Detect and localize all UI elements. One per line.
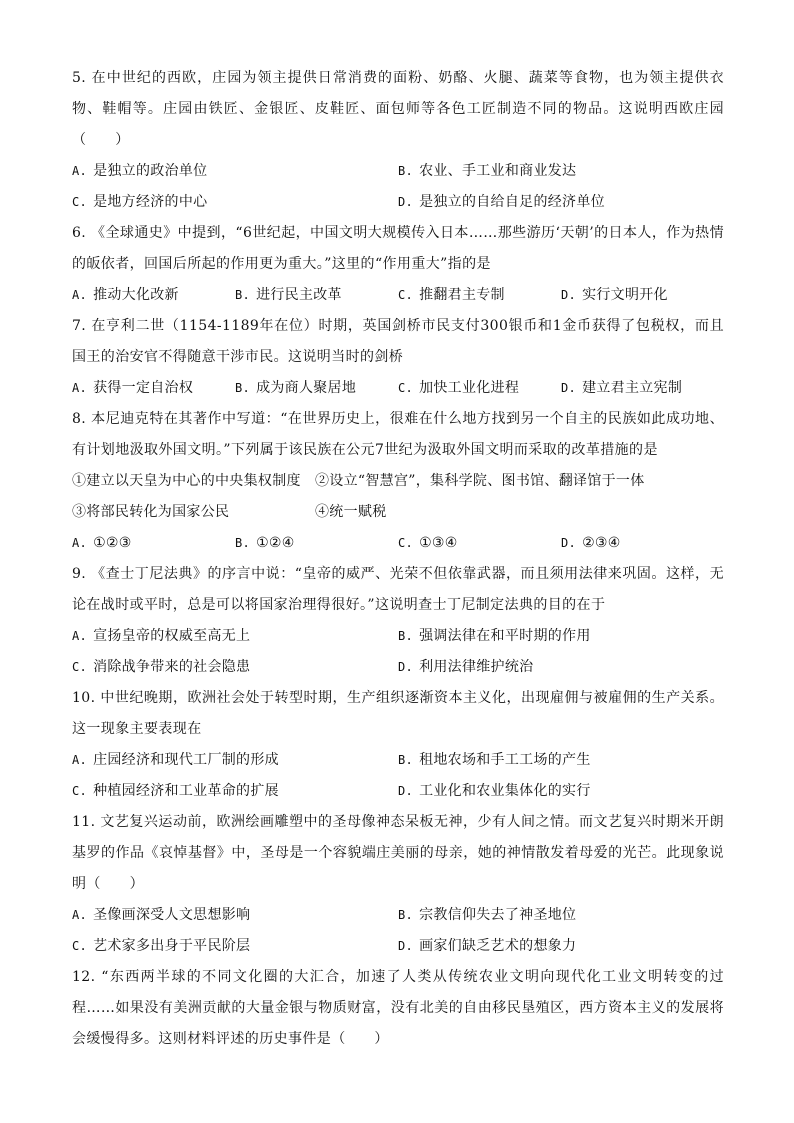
question-stem: 10. 中世纪晚期，欧洲社会处于转型时期，生产组织逐渐资本主义化，出现雇佣与被雇佣的生产关系。这一现象主要表现在 [72, 690, 724, 737]
option-b[interactable] [235, 528, 398, 559]
option-text: 圣像画深受人文思想影响 [93, 907, 251, 923]
option-a[interactable] [72, 528, 235, 559]
option-label: D. [561, 288, 577, 302]
option-label: D. [561, 536, 577, 550]
option-a[interactable] [72, 900, 398, 931]
option-text: 种植园经济和工业革命的扩展 [93, 783, 279, 799]
question-12 [72, 962, 724, 1055]
option-a[interactable] [72, 156, 398, 187]
option-text: 租地农场和手工工场的产生 [419, 752, 591, 768]
option-c[interactable] [398, 280, 561, 311]
option-text: 建立君主立宪制 [582, 380, 683, 396]
option-label: B. [235, 381, 251, 395]
option-label: B. [235, 536, 251, 550]
question-stem: 6. 《全球通史》中提到，“6世纪起，中国文明大规模传入日本……那些游历‘天朝’的日本人，作为热情的皈依者，回国后所起的作用更为重大。”这里的“作用重大”指的是 [72, 225, 724, 272]
option-text: 消除战争带来的社会隐患 [93, 659, 251, 675]
option-c[interactable] [398, 528, 561, 559]
option-label: B. [235, 288, 251, 302]
option-label: D. [398, 195, 414, 209]
option-c[interactable] [72, 776, 398, 807]
option-text: 成为商人聚居地 [256, 380, 357, 396]
option-text: 实行文明开化 [582, 287, 668, 303]
option-text: 获得一定自治权 [93, 380, 194, 396]
statement-3: ③将部民转化为国家公民 [72, 504, 230, 520]
option-list [72, 280, 724, 311]
statement-1: ①建立以天皇为中心的中央集权制度 [72, 473, 301, 489]
option-label: C. [72, 939, 88, 953]
option-d[interactable] [561, 528, 724, 559]
option-c[interactable] [72, 931, 398, 962]
option-text: 是独立的自给自足的经济单位 [419, 194, 605, 210]
option-list [72, 745, 724, 807]
option-label: A. [72, 288, 88, 302]
option-text: 加快工业化进程 [419, 380, 520, 396]
question-11 [72, 807, 724, 962]
question-9 [72, 559, 724, 683]
option-d[interactable] [398, 187, 724, 218]
question-8 [72, 404, 724, 559]
option-label: C. [72, 660, 88, 674]
option-label: A. [72, 164, 88, 178]
option-text: 是独立的政治单位 [93, 163, 208, 179]
statement-2: ②设立“智慧宫”，集科学院、图书馆、翻译馆于一体 [315, 473, 645, 489]
option-text: 艺术家多出身于平民阶层 [93, 938, 251, 954]
option-label: D. [561, 381, 577, 395]
option-label: C. [72, 195, 88, 209]
option-label: D. [398, 784, 414, 798]
question-stem: 7. 在亨利二世（1154-1189年在位）时期，英国剑桥市民支付300银币和1金币获得了包税权，而且国王的治安官不得随意干涉市民。这说明当时的剑桥 [72, 318, 724, 365]
question-6 [72, 218, 724, 311]
option-label: C. [72, 784, 88, 798]
option-a[interactable] [72, 373, 235, 404]
option-label: D. [398, 660, 414, 674]
option-text: 推翻君主专制 [419, 287, 505, 303]
question-10 [72, 683, 724, 807]
option-c[interactable] [72, 652, 398, 683]
option-list [72, 900, 724, 962]
option-c[interactable] [72, 187, 398, 218]
option-label: B. [398, 753, 414, 767]
option-text: ①③④ [419, 535, 458, 551]
option-text: 是地方经济的中心 [93, 194, 208, 210]
option-label: B. [398, 164, 414, 178]
option-text: 庄园经济和现代工厂制的形成 [93, 752, 279, 768]
question-stem: 11. 文艺复兴运动前，欧洲绘画雕塑中的圣母像神态呆板无神，少有人间之情。而文艺复兴时期米开朗基罗的作品《哀悼基督》中，圣母是一个容貌端庄美丽的母亲，她的神情散发着母爱的光芒。此现象说明（ ） [72, 814, 724, 892]
option-c[interactable] [398, 373, 561, 404]
option-text: ①②③ [93, 535, 132, 551]
question-5 [72, 63, 724, 218]
option-list [72, 156, 724, 218]
option-label: B. [398, 629, 414, 643]
question-stem: 5. 在中世纪的西欧，庄园为领主提供日常消费的面粉、奶酪、火腿、蔬菜等食物，也为领主提供衣物、鞋帽等。庄园由铁匠、金银匠、皮鞋匠、面包师等各色工匠制造不同的物品。这说明西欧庄园（ ） [72, 70, 724, 148]
option-label: A. [72, 753, 88, 767]
option-b[interactable] [235, 373, 398, 404]
question-7 [72, 311, 724, 404]
option-text: 进行民主改革 [256, 287, 342, 303]
option-d[interactable] [398, 931, 724, 962]
option-a[interactable] [72, 621, 398, 652]
option-d[interactable] [561, 373, 724, 404]
option-d[interactable] [561, 280, 724, 311]
option-label: C. [398, 381, 414, 395]
question-stem: 9. 《查士丁尼法典》的序言中说：“皇帝的威严、光荣不但依靠武器，而且须用法律来巩固。这样，无论在战时或平时，总是可以将国家治理得很好。”这说明查士丁尼制定法典的目的在于 [72, 566, 724, 613]
option-text: ②③④ [582, 535, 621, 551]
option-d[interactable] [398, 776, 724, 807]
option-b[interactable] [398, 156, 724, 187]
statement-4: ④统一赋税 [315, 504, 387, 520]
option-text: 利用法律维护统治 [419, 659, 534, 675]
question-stem: 12. “东西两半球的不同文化圈的大汇合，加速了人类从传统农业文明向现代化工业文明转变的过程……如果没有美洲贡献的大量金银与物质财富，没有北美的自由移民垦殖区，西方资本主义的发展将会缓慢得多。这则材料评述的历史事件是（ ） [72, 969, 724, 1047]
option-list [72, 373, 724, 404]
question-stem: 8. 本尼迪克特在其著作中写道：“在世界历史上，很难在什么地方找到另一个自主的民族如此成功地、有计划地汲取外国文明。”下列属于该民族在公元7世纪为汲取外国文明而采取的改革措施的是 [72, 411, 724, 458]
statement-list [72, 466, 724, 528]
option-text: 宣扬皇帝的权威至高无上 [93, 628, 251, 644]
option-a[interactable] [72, 280, 235, 311]
option-text: 工业化和农业集体化的实行 [419, 783, 591, 799]
option-text: 推动大化改新 [93, 287, 179, 303]
option-label: A. [72, 536, 88, 550]
option-text: ①②④ [256, 535, 295, 551]
option-label: A. [72, 629, 88, 643]
option-label: A. [72, 381, 88, 395]
option-b[interactable] [398, 621, 724, 652]
option-text: 宗教信仰失去了神圣地位 [419, 907, 577, 923]
option-text: 画家们缺乏艺术的想象力 [419, 938, 577, 954]
option-text: 强调法律在和平时期的作用 [419, 628, 591, 644]
option-label: B. [398, 908, 414, 922]
option-b[interactable] [398, 900, 724, 931]
option-b[interactable] [235, 280, 398, 311]
option-label: C. [398, 536, 414, 550]
option-a[interactable] [72, 745, 398, 776]
option-label: C. [398, 288, 414, 302]
option-label: A. [72, 908, 88, 922]
option-list [72, 621, 724, 683]
option-b[interactable] [398, 745, 724, 776]
option-text: 农业、手工业和商业发达 [419, 163, 577, 179]
option-list [72, 528, 724, 559]
option-label: D. [398, 939, 414, 953]
option-d[interactable] [398, 652, 724, 683]
